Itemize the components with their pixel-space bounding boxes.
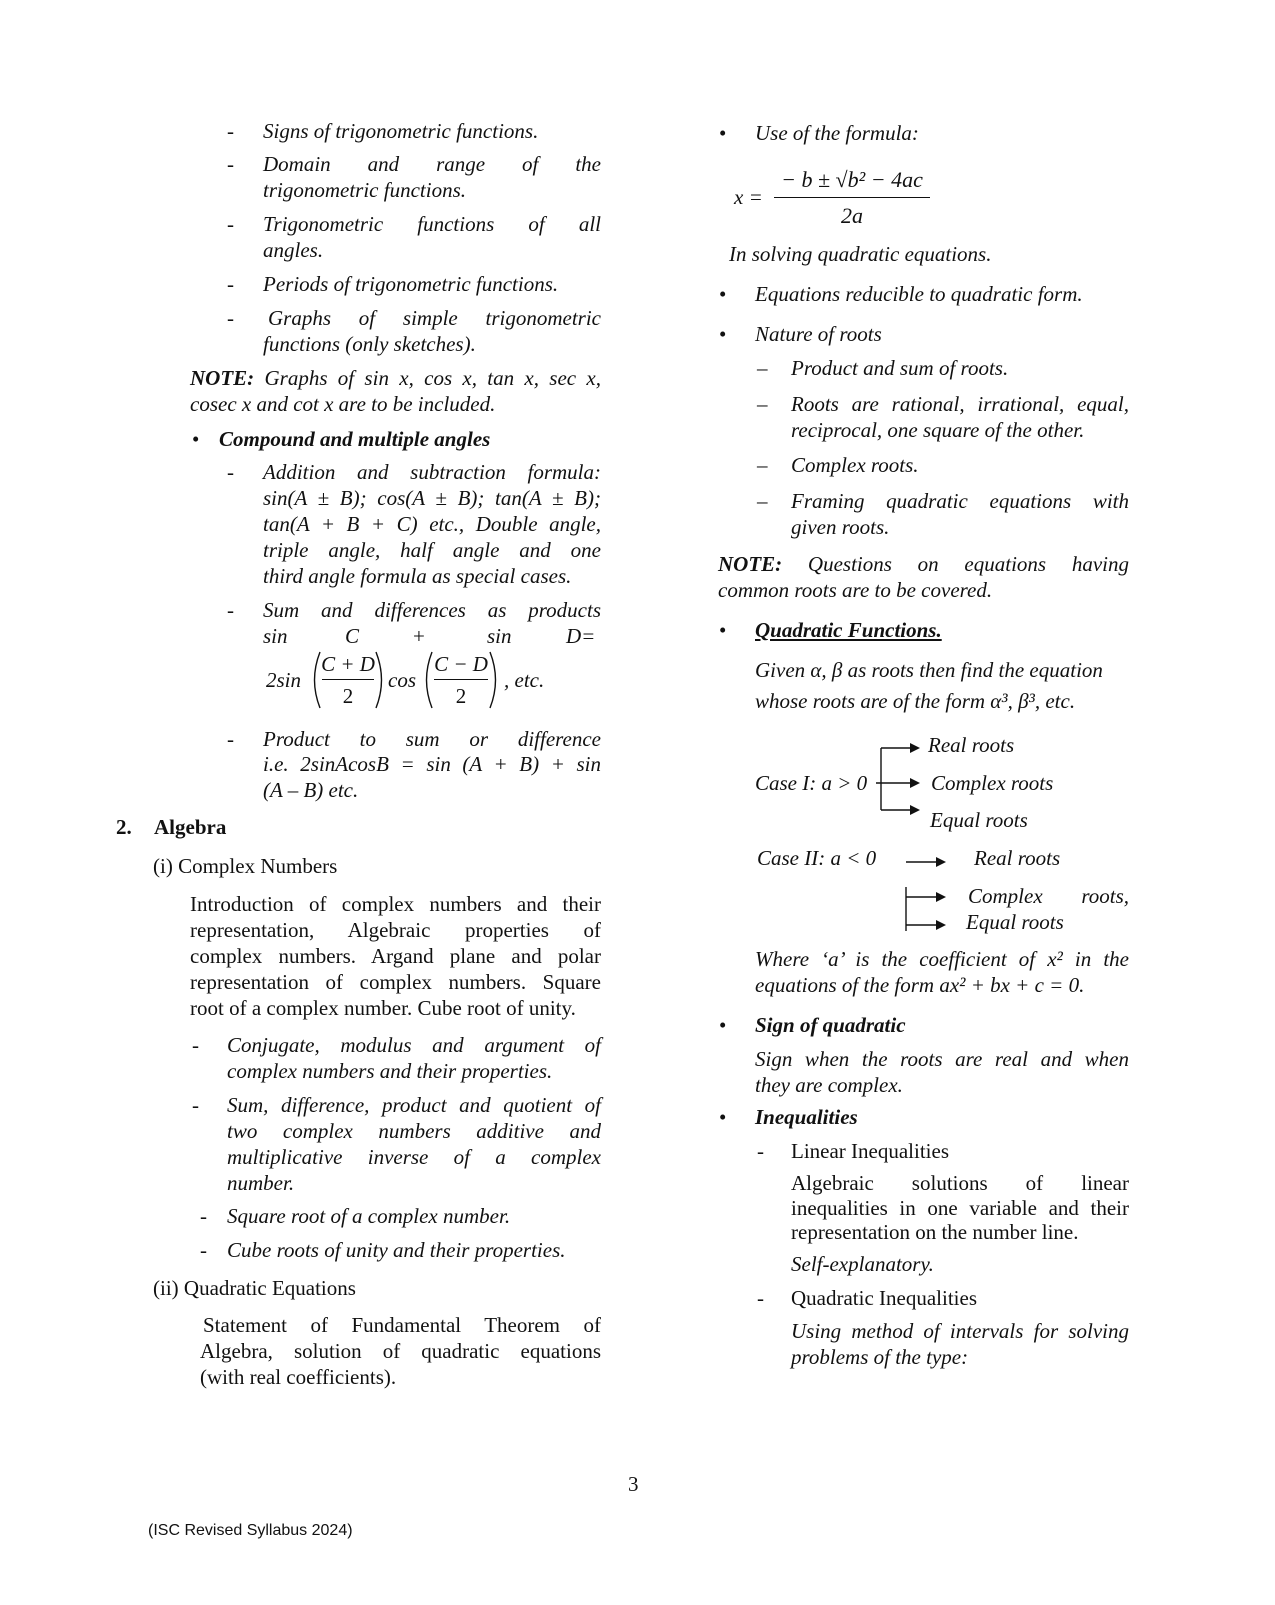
list-item: two complex numbers additive and	[227, 1119, 601, 1143]
fraction-numerator: C − D	[434, 652, 488, 676]
dash-marker: -	[200, 1238, 207, 1262]
paragraph-line: representation of complex numbers. Square	[190, 970, 601, 994]
dash-marker: -	[227, 119, 234, 143]
list-item: functions (only sketches).	[263, 332, 476, 356]
linear-heading: Linear Inequalities	[791, 1139, 950, 1163]
list-item: Roots are rational, irrational, equal,	[791, 392, 1129, 416]
note-label: NOTE:	[190, 366, 255, 390]
dash-marker: -	[227, 460, 234, 484]
sum-part: sin	[263, 624, 288, 648]
list-item: Sum and differences as products	[263, 598, 601, 622]
paragraph-line: Self-explanatory.	[791, 1252, 934, 1276]
case-item: Equal roots	[966, 910, 1064, 934]
bullet-marker: •	[719, 121, 727, 145]
paragraph-line: representation on the number line.	[791, 1220, 1079, 1244]
list-item: Equations reducible to quadratic form.	[755, 282, 1083, 306]
list-item: Sum, difference, product and quotient of	[227, 1093, 601, 1117]
fraction-numerator: − b ± √b² − 4ac	[781, 167, 923, 192]
fraction-denominator: 2	[342, 684, 354, 708]
section-number: 2.	[116, 815, 132, 839]
compound-heading: Compound and multiple angles	[219, 427, 491, 451]
quadratic-inequalities-heading: Quadratic Inequalities	[791, 1286, 978, 1310]
list-item: tan(A + B + C) etc., Double angle,	[263, 512, 601, 536]
list-item: Cube roots of unity and their properties.	[227, 1238, 566, 1262]
list-item: Conjugate, modulus and argument of	[227, 1033, 601, 1057]
paragraph-line: representation, Algebraic properties of	[190, 918, 601, 942]
fraction-denominator: 2	[455, 684, 467, 708]
note-text: Graphs of sin x, cos x, tan x, sec x,	[254, 366, 601, 390]
case-item: Real roots	[928, 733, 1015, 757]
paragraph-line: Statement of Fundamental Theorem of	[203, 1313, 601, 1337]
list-item: Use of the formula:	[755, 121, 919, 145]
formula-tail: , etc.	[504, 668, 545, 692]
paragraph-line: Algebraic solutions of linear	[791, 1171, 1129, 1195]
list-item: (A – B) etc.	[263, 778, 359, 802]
branch-arrows-icon	[902, 855, 950, 937]
bullet-marker: •	[719, 1013, 727, 1037]
case-item: Real roots	[974, 846, 1061, 870]
paragraph-line: inequalities in one variable and their	[791, 1196, 1129, 1220]
list-item: reciprocal, one square of the other.	[791, 418, 1085, 442]
paragraph-line: Algebra, solution of quadratic equations	[200, 1339, 601, 1363]
list-item: Periods of trigonometric functions.	[263, 272, 559, 296]
page-number: 3	[628, 1472, 639, 1496]
dash-marker: -	[757, 1286, 764, 1310]
list-item: Framing quadratic equations with	[791, 489, 1129, 513]
paragraph-line: Using method of intervals for solving	[791, 1319, 1129, 1343]
list-item: complex numbers and their properties.	[227, 1059, 553, 1083]
fraction-numerator: C + D	[321, 652, 375, 676]
case-item: Equal roots	[930, 808, 1028, 832]
paragraph-line: they are complex.	[755, 1073, 903, 1097]
dash-marker: -	[227, 727, 234, 751]
paragraph-line: Introduction of complex numbers and their	[190, 892, 601, 916]
fraction-bar	[434, 679, 488, 680]
bullet-marker: •	[192, 427, 200, 451]
dash-marker: –	[757, 392, 768, 416]
list-item: Trigonometric functions of all	[263, 212, 601, 236]
dash-marker: –	[757, 453, 768, 477]
dash-marker: -	[227, 212, 234, 236]
sum-part: sin	[487, 624, 512, 648]
formula-coef: 2sin	[266, 668, 302, 692]
formula-lhs: x =	[734, 185, 763, 209]
case-label: Case II: a < 0	[757, 846, 877, 870]
paragraph-line: whose roots are of the form α³, β³, etc.	[755, 689, 1076, 713]
note-common-roots	[718, 551, 1129, 577]
list-item: angles.	[263, 238, 324, 262]
list-item: Nature of roots	[755, 322, 882, 346]
note-text: Questions on equations having	[782, 552, 1129, 576]
dash-marker: –	[757, 356, 768, 380]
list-item: Signs of trigonometric functions.	[263, 119, 539, 143]
paren-right-icon	[488, 650, 502, 710]
list-item: Domain and range of the	[263, 152, 601, 176]
bullet-marker: •	[719, 1105, 727, 1129]
quadratic-heading: (ii) Quadratic Equations	[153, 1276, 356, 1300]
case-item: Complex roots	[931, 771, 1054, 795]
section-title: Algebra	[154, 815, 227, 839]
dash-marker: -	[192, 1033, 199, 1057]
note-text: common roots are to be covered.	[718, 578, 993, 602]
bullet-marker: •	[719, 322, 727, 346]
paragraph-line: (with real coefficients).	[200, 1365, 397, 1389]
case-item: Complex roots,	[968, 884, 1129, 908]
sum-part: D=	[566, 624, 596, 648]
bullet-marker: •	[719, 282, 727, 306]
paragraph-line: root of a complex number. Cube root of unity.	[190, 996, 576, 1020]
dash-marker: –	[757, 489, 768, 513]
list-item: Product to sum or difference	[263, 727, 601, 751]
paragraph-line: equations of the form ax² + bx + c = 0.	[755, 973, 1085, 997]
list-item: Complex roots.	[791, 453, 919, 477]
list-item: third angle formula as special cases.	[263, 564, 572, 588]
list-item: given roots.	[791, 515, 890, 539]
paren-right-icon	[374, 650, 388, 710]
fraction-bar	[774, 197, 930, 198]
sum-part: C	[345, 624, 360, 648]
note-label: NOTE:	[718, 552, 783, 576]
list-item: Addition and subtraction formula:	[263, 460, 601, 484]
list-item: number.	[227, 1171, 295, 1195]
list-item: triple angle, half angle and one	[263, 538, 601, 562]
quadratic-functions-heading: Quadratic Functions.	[755, 618, 942, 642]
list-item: i.e. 2sinAcosB = sin (A + B) + sin	[263, 752, 601, 776]
branch-arrows-icon	[876, 740, 924, 820]
fraction-bar	[322, 679, 374, 680]
footer-note: (ISC Revised Syllabus 2024)	[148, 1522, 353, 1539]
paragraph-line: problems of the type:	[791, 1345, 969, 1369]
list-item: trigonometric functions.	[263, 178, 466, 202]
list-item: Product and sum of roots.	[791, 356, 1009, 380]
dash-marker: -	[757, 1139, 764, 1163]
dash-marker: -	[227, 306, 234, 330]
paragraph-line: In solving quadratic equations.	[729, 242, 992, 266]
paragraph-line: Where ‘a’ is the coefficient of x² in the	[755, 947, 1129, 971]
paragraph-line: Sign when the roots are real and when	[755, 1047, 1129, 1071]
sign-heading: Sign of quadratic	[755, 1013, 906, 1037]
sum-part: +	[413, 624, 425, 648]
dash-marker: -	[192, 1093, 199, 1117]
list-item: Square root of a complex number.	[227, 1204, 511, 1228]
list-item: Graphs of simple trigonometric	[268, 306, 601, 330]
case-label: Case I: a > 0	[755, 771, 868, 795]
formula-mid: cos	[388, 668, 416, 692]
bullet-marker: •	[719, 618, 727, 642]
list-item: multiplicative inverse of a complex	[227, 1145, 601, 1169]
note-text: cosec x and cot x are to be included.	[190, 392, 496, 416]
dash-marker: -	[227, 272, 234, 296]
inequalities-heading: Inequalities	[755, 1105, 858, 1129]
note-graphs	[190, 365, 601, 391]
paragraph-line: Given α, β as roots then find the equation	[755, 658, 1103, 682]
dash-marker: -	[200, 1204, 207, 1228]
dash-marker: -	[227, 598, 234, 622]
paragraph-line: complex numbers. Argand plane and polar	[190, 944, 601, 968]
dash-marker: -	[227, 152, 234, 176]
list-item: sin(A ± B); cos(A ± B); tan(A ± B);	[263, 486, 601, 510]
complex-heading: (i) Complex Numbers	[153, 854, 338, 878]
fraction-denominator: 2a	[841, 203, 863, 228]
